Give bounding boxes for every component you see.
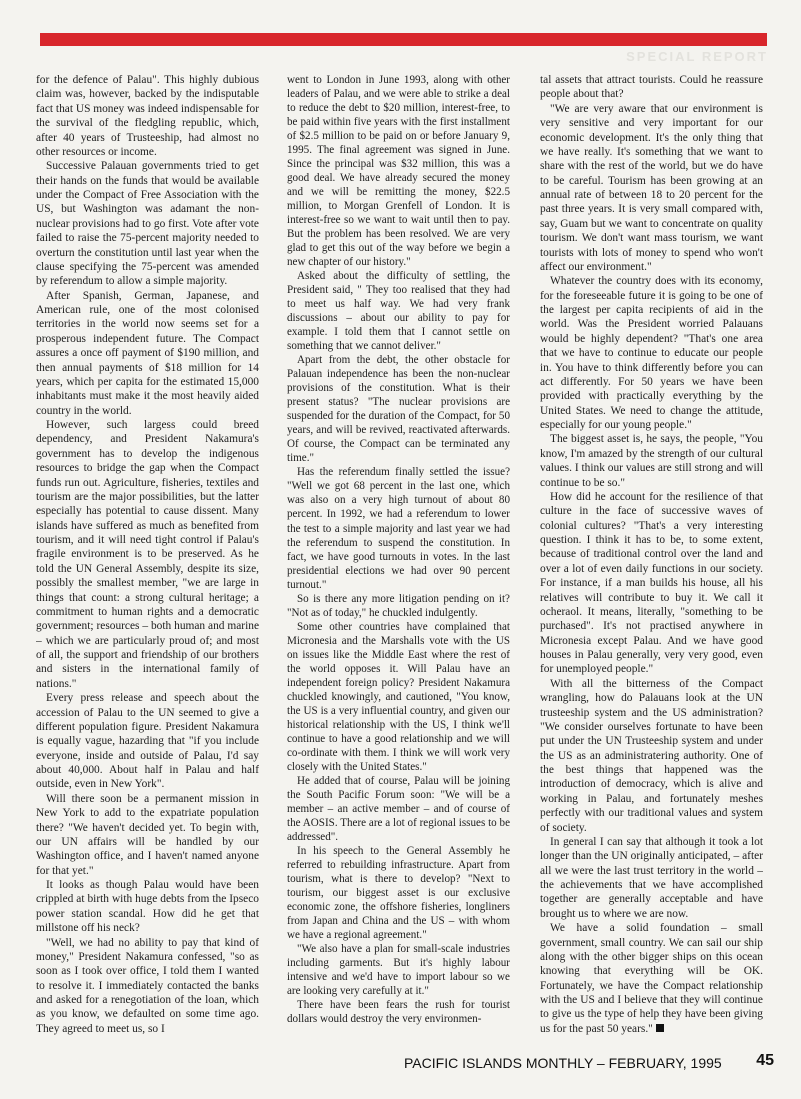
publication-footer: PACIFIC ISLANDS MONTHLY – FEBRUARY, 1995 <box>404 1055 722 1071</box>
paragraph: Will there soon be a permanent mission in New York to add to the expatriate population there? "We haven't decided yet. To begin with, our UN affairs will be handled by our Washington office, and I haven't named anyone for that yet." <box>36 792 259 877</box>
paragraph: Some other countries have complained that Micronesia and the Marshalls vote with the US on issues like the Middle East where the rest of the world opposes it. Will Palau have an independent foreign policy? President Nakamura chuckled knowingly, and cautioned, "You know, the US is a very influential country, and given our historical relationship with the US, I think we'll continue to have a good relationship and we will co-ordinate with them. I think we will work very closely with the United States." <box>287 620 510 773</box>
paragraph: Every press release and speech about the accession of Palau to the UN seemed to give a different population figure. President Nakamura is equally vague, hazarding that "if you include everyone, inside and outside of Palau, I'd say about 40,000. About half in Palau and half outside, even in New York". <box>36 692 259 791</box>
final-paragraph <box>540 921 763 1036</box>
paragraph: "We also have a plan for small-scale industries including garments. But it's highly labour intensive and we'd have to import labour so we are looking very carefully at it." <box>287 942 510 998</box>
article-column-2 <box>287 73 510 1043</box>
article-column-1 <box>36 73 259 1043</box>
article-column-3 <box>540 73 763 1043</box>
paragraph-text: We have a solid foundation – small government, small country. We can sail our ship along with the other bigger ships on this ocean knowing that everything will be OK. Fortunately, we have the Compact relationship with the US and I believe that they will continue to give us the type of help they have been giving us for the past 50 years." <box>540 922 763 1035</box>
paragraph: Whatever the country does with its economy, for the foreseeable future it is going to be one of the largest per capita recipients of aid in the world. Was the President worried Palauans would be highly dependent? "That's one area that we have to continue to educate our people in. You have to think differently before you can act differently. For 50 years we have been provided with practically everything by the United States. We need to change the attitude, especially for our young people." <box>540 275 763 431</box>
paragraph: Apart from the debt, the other obstacle for Palauan independence has been the non-nuclear provisions of the constitution. What is their present status? "The nuclear provisions are suspended for the duration of the Compact, for 50 years, and will be revived, reactivated afterwards. Of course, the Compact can be terminated any time." <box>287 354 510 465</box>
paragraph: "Well, we had no ability to pay that kind of money," President Nakamura confessed, "so as soon as I took over office, I told them I wanted to resolve it. I immediately contacted the banks and asked for a renegotiation of the loan, which as you know, we defaulted on some time ago. They agreed to meet us, so I <box>36 936 259 1035</box>
paragraph: However, such largess could breed dependency, and President Nakamura's government has to develop the indigenous resources to bridge the gap when the Compact funds run out. Agriculture, fisheries, textiles and tourism are the major possibilities, but the latter especially has potential to cause dissent. Many islands have suffered as much as benefited from tourism, and it will need tight control if Palau's fragile environment is to be preserved. As he told the UN General Assembly, despite its size, possibly the smallest member, "we are large in things that count: a strong cultural heritage; a commitment to human rights and a democratic government; resources – both human and marine – which we are particularly proud of; and most of all, the support and friendship of our brothers and sisters in the international family of nations." <box>36 419 259 690</box>
show-through-heading: SPECIAL REPORT <box>626 49 768 64</box>
paragraph: It looks as though Palau would have been crippled at birth with huge debts from the Ipseco power station scandal. How did he get that millstone off his neck? <box>36 879 259 935</box>
paragraph: The biggest asset is, he says, the people, "You know, I'm amazed by the strength of our cultural values. I think our values are still strong and will continue to be so." <box>540 433 763 489</box>
paragraph: There have been fears the rush for tourist dollars would destroy the very environmen- <box>287 999 510 1026</box>
paragraph: So is there any more litigation pending on it? "Not as of today," he chuckled indulgently. <box>287 592 510 619</box>
paragraph: In general I can say that although it took a lot longer than the UN originally anticipated, – after all we were the last trust territory in the world – the achievements that we have accomplished together are generally acceptable and have brought us to where we are now. <box>540 835 763 920</box>
page-number: 45 <box>756 1052 774 1069</box>
paragraph: went to London in June 1993, along with other leaders of Palau, and we were able to strike a deal to reduce the debt to $20 million, interest-free, to be paid within five years with the first installment of $2.5 million to be paid on or before January 9, 1995. The final agreement was signed in June. Since the principal was $32 million, this was a good deal. We have already secured the money and we will be remitting the money, $22.5 million, to Morgan Grenfell of London. It is interest-free so we want to wait until then to pay. But the problem has been resolved. We are very glad to get this out of the way before we begin a new chapter of our history." <box>287 74 510 269</box>
end-of-article-mark <box>656 1024 664 1032</box>
paragraph: for the defence of Palau". This highly dubious claim was, however, backed by the indisputable fact that US money was indeed indispensable for the survival of the fledgling republic, which, after 40 years of Trusteeship, had almost no other resources or income. <box>36 74 259 158</box>
paragraph: After Spanish, German, Japanese, and American rule, one of the most colonised territories in the world now seems set for a prosperous independent future. The Compact assures a once off payment of $190 million, and then annual payments of $18 million for 14 years, which per capita for the estimated 15,000 inhabitants must make it the most heavily aided country in the world. <box>36 289 259 417</box>
paragraph: In his speech to the General Assembly he referred to rebuilding infrastructure. Apart from tourism, what is there to develop? "Next to tourism, our biggest asset is our exclusive economic zone, the offshore fisheries, longliners from Japan and China and the US – with whom we have a regional agreement." <box>287 844 510 941</box>
paragraph: "We are very aware that our environment is very sensitive and very important for our economic development. It's the only thing that we have really. It's something that we want to share with the rest of the world, but we do have to be careful. Tourism has been growing at an annual rate of between 18 to 20 percent for the past three years. It is very small compared with, say, Guam but we want to concentrate on quality tourism. We don't want mass tourism, we want tourists with lots of money to spend who won't affect our environment." <box>540 102 763 273</box>
paragraph: Asked about the difficulty of settling, the President said, " They too realised that they had to meet us half way. We had very frank discussions – about our ability to pay for example. I told them that I cannot settle on something that we cannot deliver." <box>287 270 510 353</box>
paragraph: With all the bitterness of the Compact wrangling, how do Palauans look at the UN trusteeship system and the US administration? "We consider ourselves fortunate to have been put under the UN Trusteeship system and under the US as an administratering authority. One of the best things that happened was the introduction of democracy, which is alive and working in Palau, and fortunately meshes perfectly with our traditional values and system of society. <box>540 677 763 834</box>
paragraph: How did he account for the resilience of that culture in the face of successive waves of colonial cultures? "That's a very interesting question. I think it has to be, to some extent, because of traditional control over the land and over a lot of even daily functions in our society. For instance, if a man builds his house, all his relatives will contribute to buy it. We call it ocheraol. It means, literally, "something to be purchased". It's not practised anywhere in Micronesia except Palau. And we have good houses in Palau generally, very very good, even for unemployed people." <box>540 490 763 676</box>
paragraph: Has the referendum finally settled the issue? "Well we got 68 percent in the last one, which was also on a very high turnout of about 80 percent. In 1992, we had a referendum to lower the test to a simple majority and last year we had the referendum to suspend the constitution. In fact, we have good turnouts in votes. In the last presidential elections we had over 90 percent turnout." <box>287 466 510 591</box>
paragraph: He added that of course, Palau will be joining the South Pacific Forum soon: "We will be a member – an active member – and of course of the AOSIS. There are a lot of regional issues to be addressed". <box>287 774 510 843</box>
header-accent-bar <box>40 33 767 46</box>
paragraph: Successive Palauan governments tried to get their hands on the funds that would be available under the Compact of Free Association with the US, but Washington was adamant the non-nuclear provisions had to go first. Vote after vote failed to raise the 75-percent majority needed to overturn the constitution until last year when the clause specifying the 75-percent was amended by referendum to allow a simple majority. <box>36 160 259 288</box>
paragraph: tal assets that attract tourists. Could he reassure people about that? <box>540 74 763 101</box>
